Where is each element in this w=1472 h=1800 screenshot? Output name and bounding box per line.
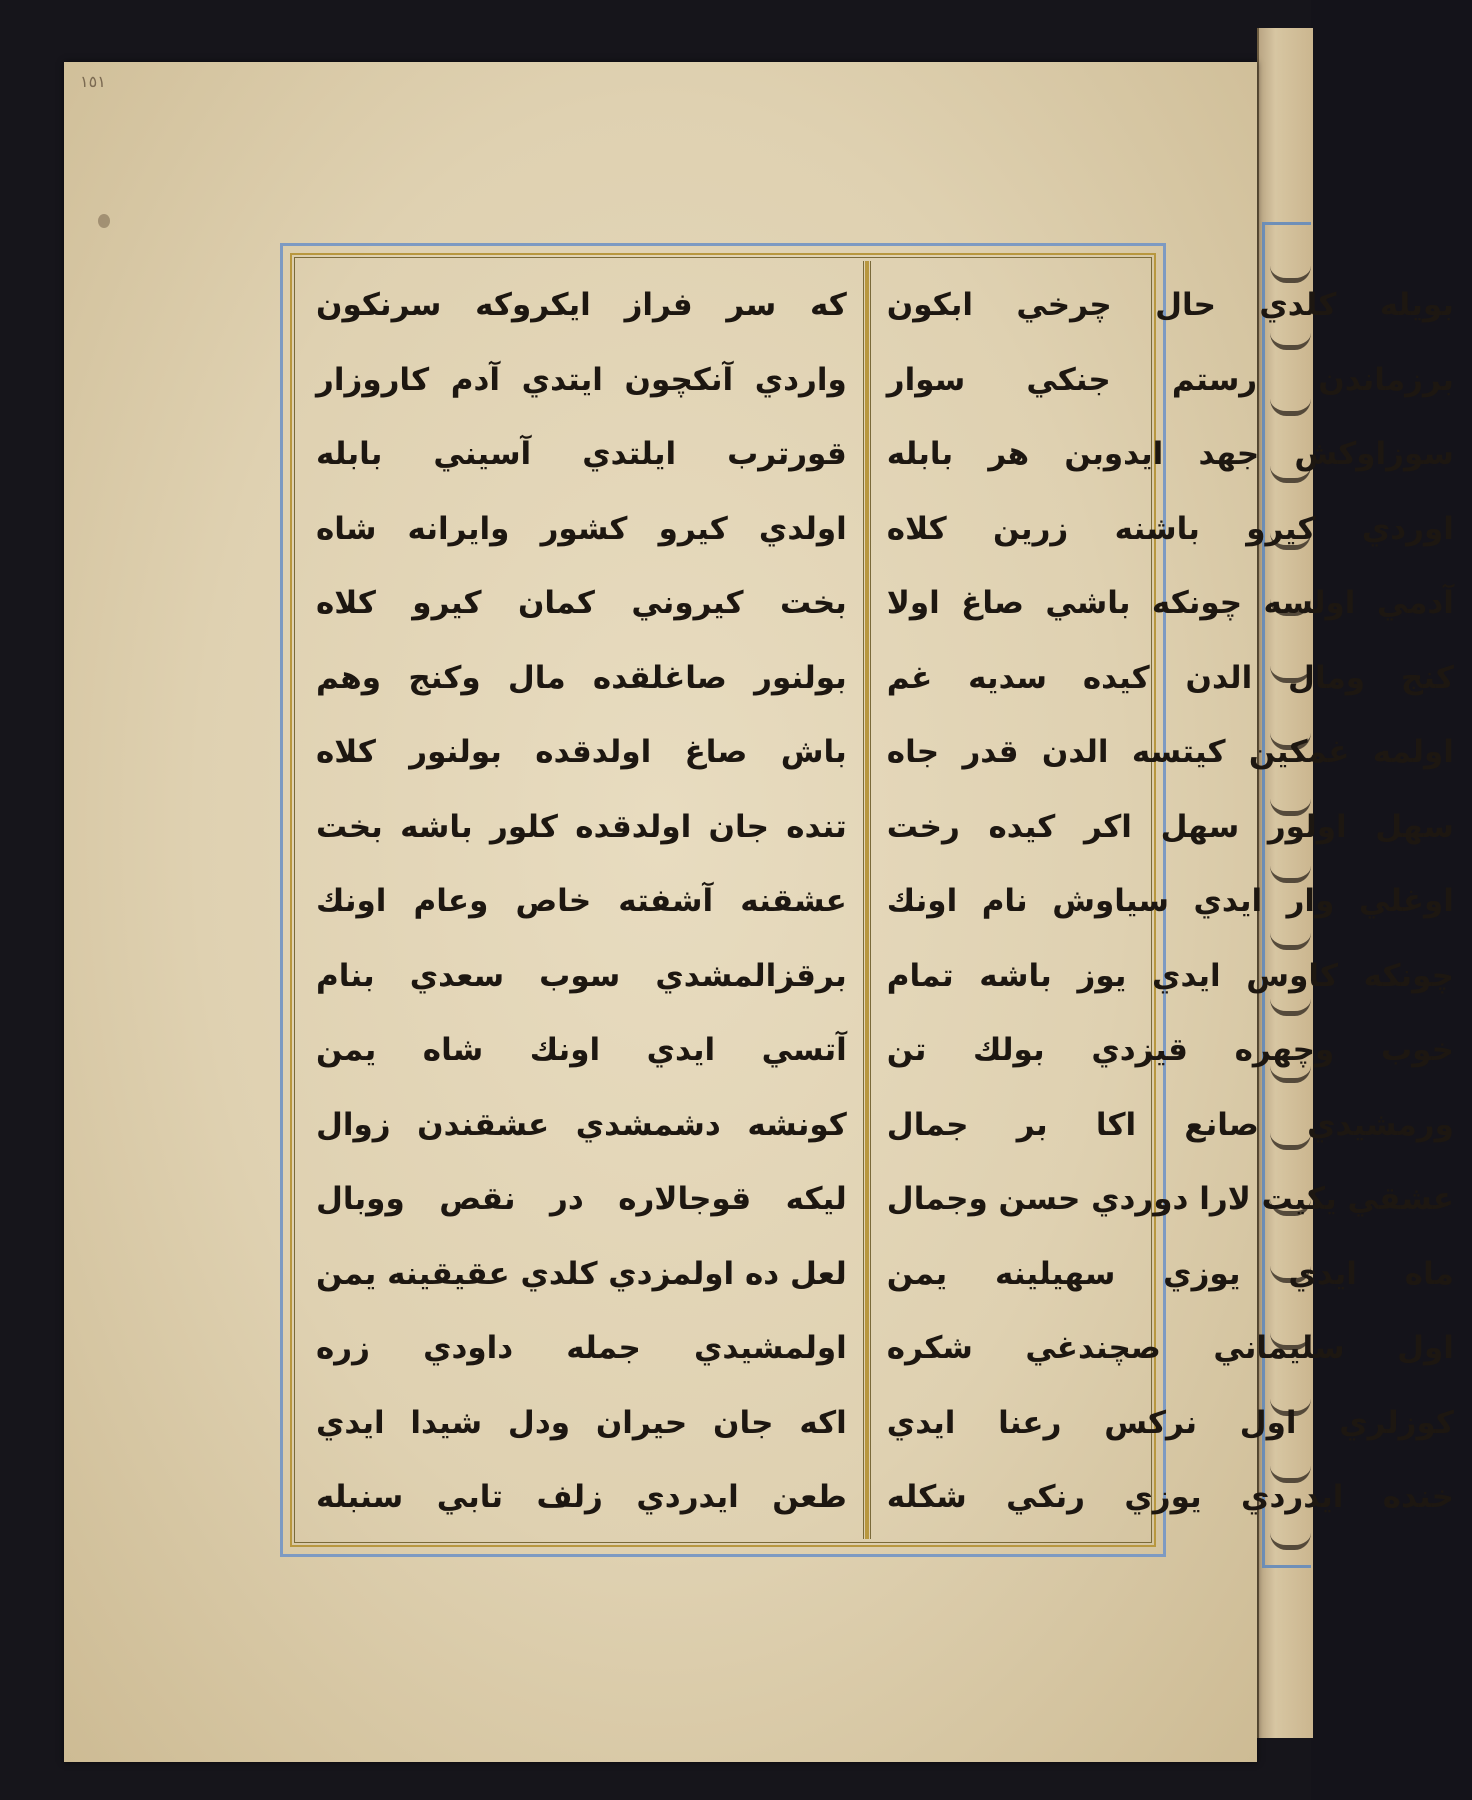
verse-line: برقزالمشدي سوب سعدي بنام xyxy=(316,957,847,994)
verse-line: كوزلري اول نركس رعنا ايدي xyxy=(886,1404,1454,1441)
verse-line: خوب وچهره قيزدي بولك تن xyxy=(886,1032,1454,1068)
verse-line: ليكه قوجالاره در نقص ووبال xyxy=(316,1181,847,1217)
verse-line: بخت كيروني كمان كيرو كلاه xyxy=(316,585,847,621)
verse-line: اولدي كيرو كشور وايرانه شاه xyxy=(316,510,847,547)
verse-line: اول سليماني صچندغي شكره xyxy=(886,1330,1454,1366)
verse-line: ماه ايدي يوزي سهيلينه يمن xyxy=(886,1255,1454,1292)
verse-line: بويله كلدي حال چرخي ابكون xyxy=(886,287,1454,323)
verse-line: آدمي اولسه چونكه باشي صاغ اولا xyxy=(886,585,1454,621)
verse-line: آتسي ايدي اونك شاه يمن xyxy=(316,1032,847,1068)
left-column xyxy=(298,261,865,1539)
verse-line: لعل ده اولمزدي كلدي عقيقينه يمن xyxy=(316,1255,847,1292)
verse-line: اوردي كيرو باشنه زرين كلاه xyxy=(886,510,1454,547)
verse-line: اكه جان حيران ودل شيدا ايدي xyxy=(316,1404,847,1441)
verse-line: بولنور صاغلقده مال وكنج وهم xyxy=(316,659,847,696)
verse-line: برزماندن رستم جنكي سوار xyxy=(886,361,1454,398)
verse-line: تنده جان اولدقده كلور باشه بخت xyxy=(316,808,847,845)
verse-line: خنده ايدردي يوزي رنكي شكله xyxy=(886,1479,1454,1515)
verse-line: كنج ومال الدن كيده سديه غم xyxy=(886,659,1454,696)
verse-line: ورمشيدي صانع اكا بر جمال xyxy=(886,1106,1454,1143)
verse-line: اولمشيدي جمله داودي زره xyxy=(316,1330,847,1366)
verse-line: واردي آنكچون ايتدي آدم كاروزار xyxy=(316,361,847,398)
verse-line: كه سر فراز ايكروكه سرنكون xyxy=(316,287,847,323)
verse-line: طعن ايدردي زلف تابي سنبله xyxy=(316,1479,847,1515)
text-block-frame xyxy=(280,243,1454,1557)
verse-line: عشقي يكيت لارا دوردي حسن وجمال xyxy=(886,1181,1454,1217)
folio-number: ١٥١ xyxy=(80,72,106,91)
verse-line: قورترب ايلتدي آسيني بابله xyxy=(316,436,847,472)
text-columns xyxy=(298,261,1454,1539)
verse-line: سوزاوكش جهد ايدوبن هر بابله xyxy=(886,436,1454,472)
gold-rule-frame xyxy=(290,253,1454,1547)
verse-line: عشقنه آشفته خاص وعام اونك xyxy=(316,883,847,919)
verse-line: اولمه غمكين كيتسه الدن قدر جاه xyxy=(886,734,1454,770)
verse-line: كونشه دشمشدي عشقندن زوال xyxy=(316,1106,847,1143)
verse-line: چونكه كاوس ايدي يوز باشه تمام xyxy=(886,957,1454,994)
verse-line: باش صاغ اولدقده بولنور كلاه xyxy=(316,734,847,770)
verse-line: اوغلي وار ايدي سياوش نام اونك xyxy=(886,883,1454,919)
right-column xyxy=(869,261,1472,1539)
verse-line: سهل اولور سهل اكر كيده رخت xyxy=(886,808,1454,845)
ink-blot xyxy=(98,214,110,228)
